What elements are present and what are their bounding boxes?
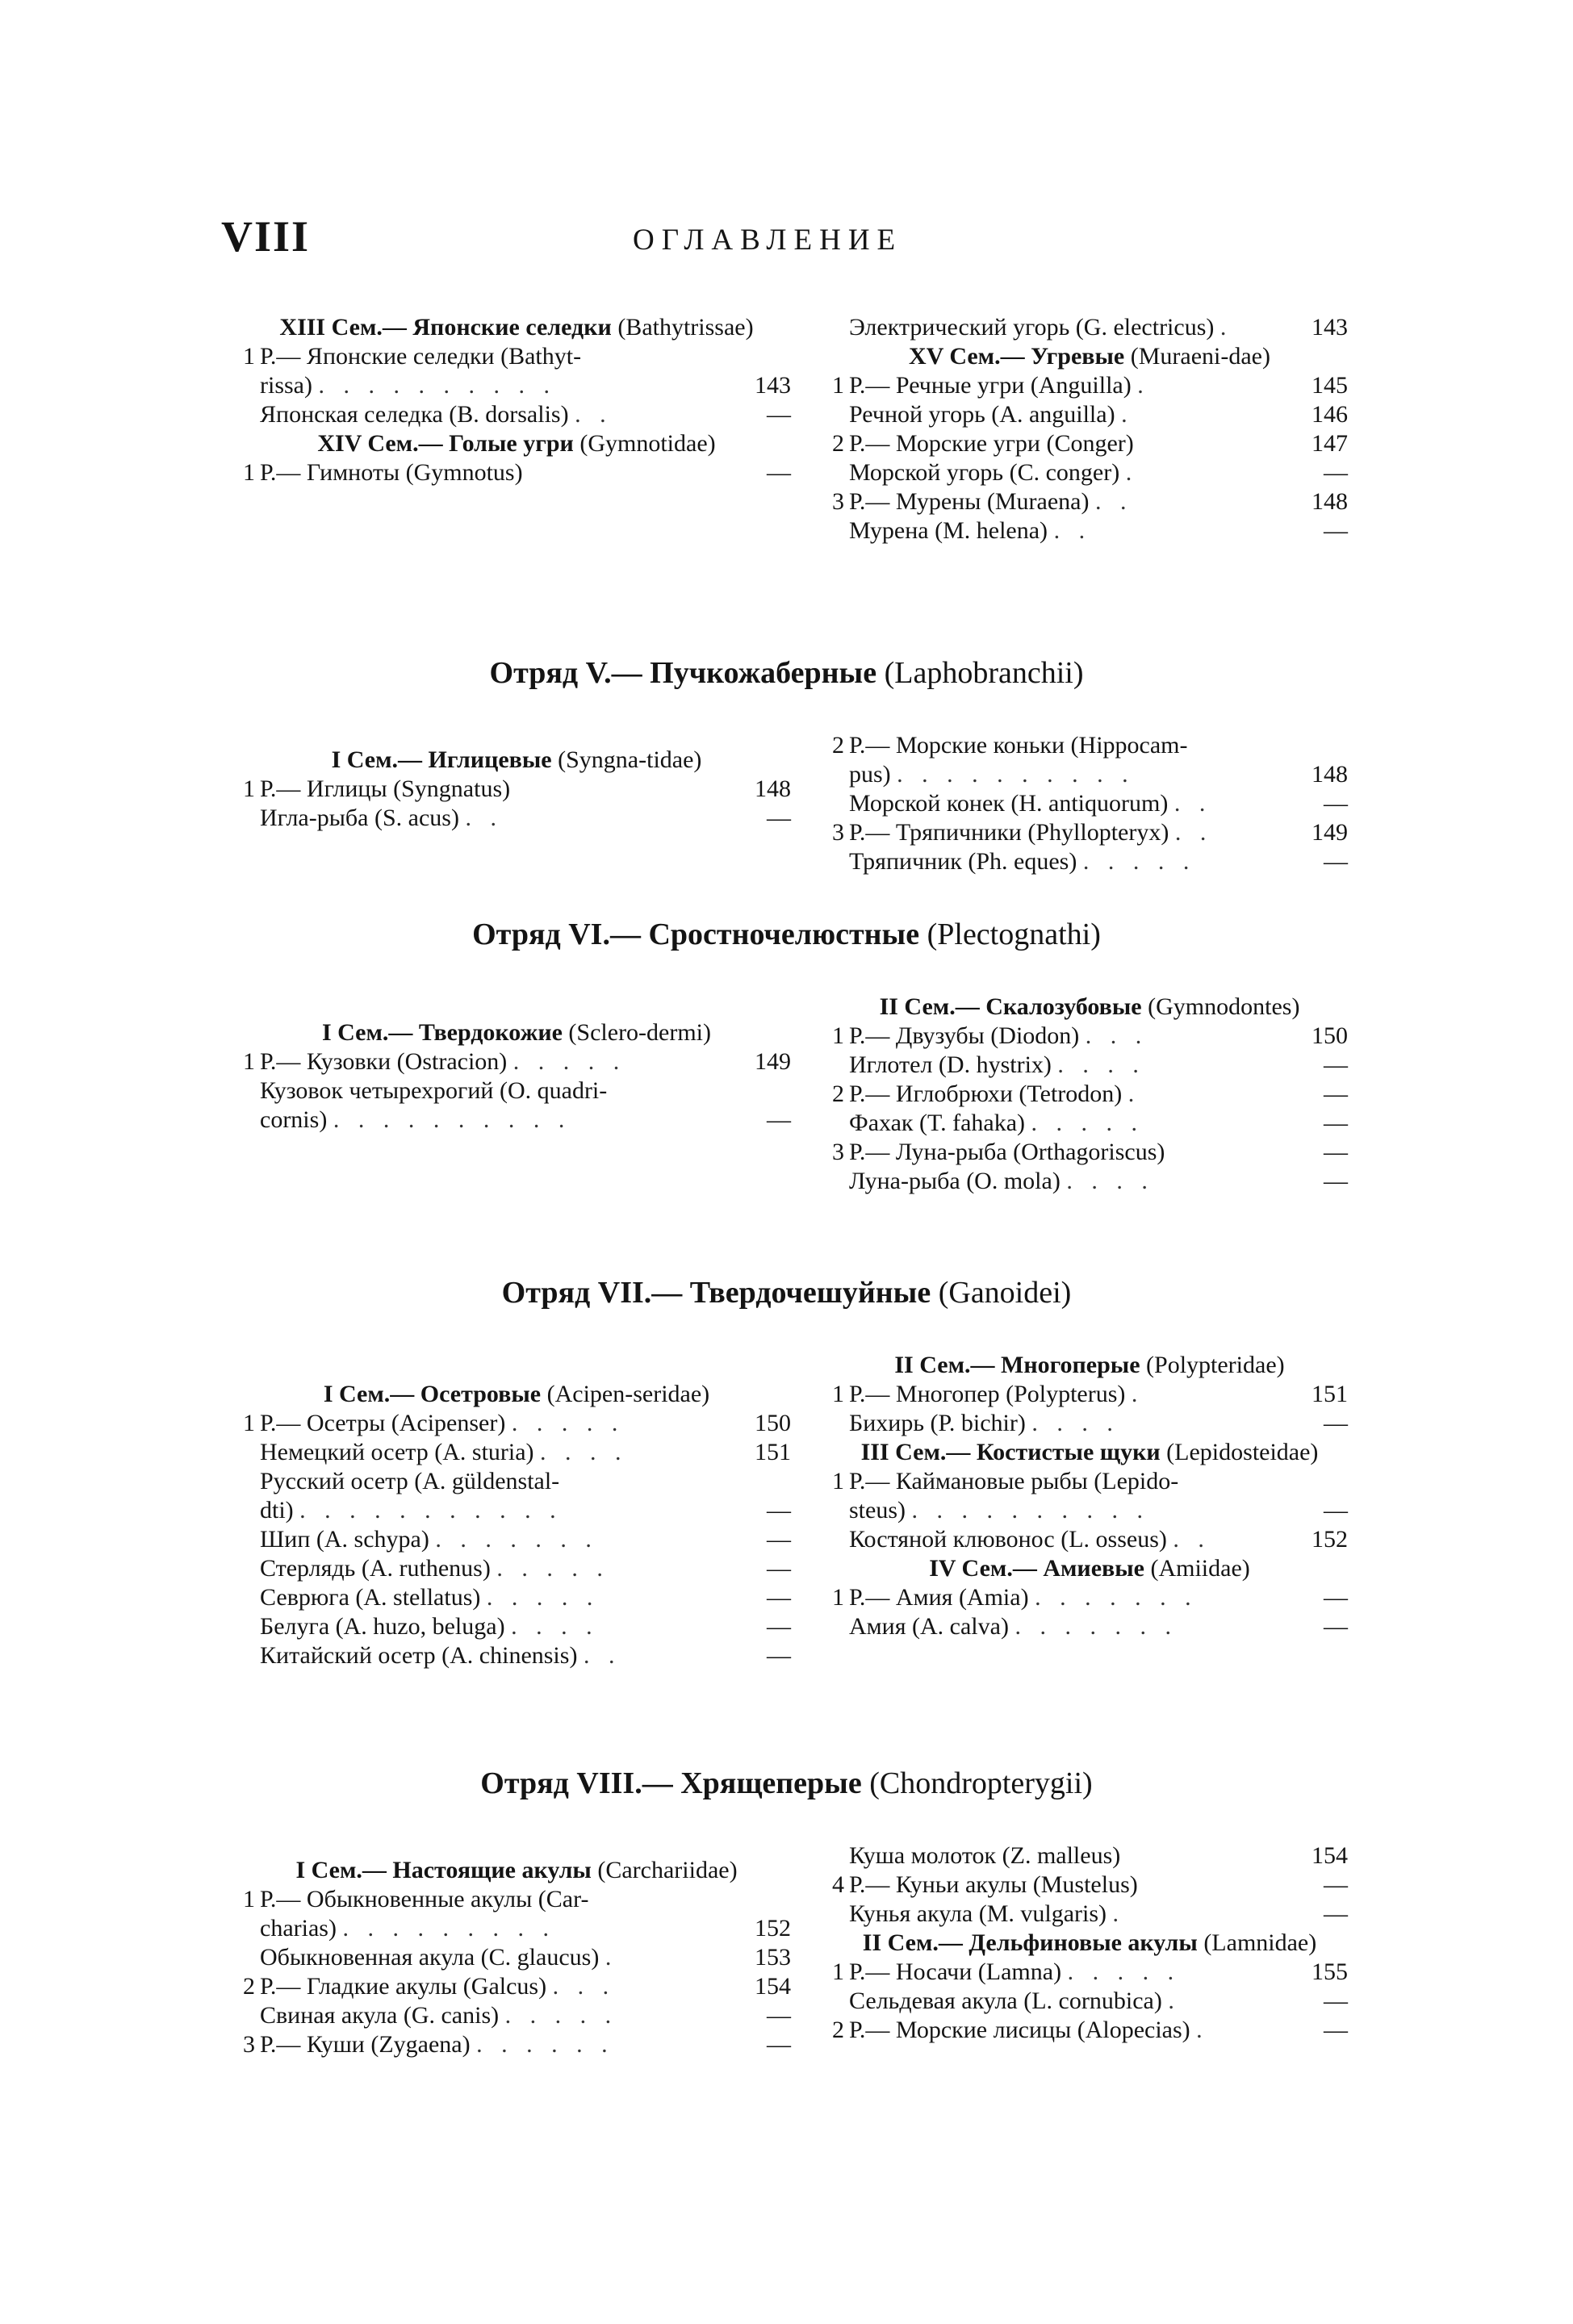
entry-text: charias) [260,1915,337,1942]
toc-entry [831,1409,1348,1438]
entry-text: Японская селедка (B. dorsalis) [260,401,569,428]
page-ref: — [767,1526,791,1553]
entry-number: 3 [832,819,844,846]
dot-leader: . . [465,805,503,831]
family-latin: (Muraeni-dae) [1130,343,1270,370]
dot-leader: . . . . . [504,2002,618,2029]
entry-text: Немецкий осетр (A. sturia) [260,1439,534,1465]
family-title: II Сем.— Многоперые [894,1352,1140,1378]
toc-entry [831,731,1348,760]
toc-entry [831,1138,1348,1167]
family-latin: (Lepidosteidae) [1166,1439,1319,1465]
entry-number: 1 [243,343,255,370]
toc-entry [242,400,791,429]
page-ref: 145 [1312,372,1348,399]
toc-entry [242,1525,791,1554]
toc-entry [831,1080,1348,1109]
toc-entry [831,1380,1348,1409]
entry-text: Китайский осетр (A. chinensis) [260,1642,578,1669]
toc-column [831,313,1348,545]
toc-entry [831,1051,1348,1080]
dot-leader: . [1196,2017,1209,2043]
family-latin: (Gymnotidae) [579,430,716,457]
entry-text: Свиная акула (G. canis) [260,2002,500,2029]
family-latin: (Acipen-seridae) [546,1381,710,1407]
entry-text: Шип (A. schypa) [260,1526,429,1553]
entry-text: rissa) [260,372,312,399]
entry-text: Фахак (T. fahaka) [849,1110,1026,1136]
page-ref: 153 [755,1944,791,1971]
page-ref: 155 [1312,1958,1348,1985]
toc-entry [831,1525,1348,1554]
entry-text: Куша молоток (Z. malleus) [849,1842,1121,1869]
order-heading [0,917,1573,952]
entry-text: Морской конек (H. antiquorum) [849,790,1169,817]
order-latin: (Laphobranchii) [884,656,1084,690]
page-ref: — [1324,459,1348,486]
page-ref: — [1324,1613,1348,1640]
page-ref: 143 [1312,314,1348,341]
toc-entry [831,1496,1348,1525]
page-ref: 150 [1312,1022,1348,1049]
entry-text: Сельдевая акула (L. cornubica) [849,1988,1162,2014]
order-title: Отряд VI.— Сростночелюстные [472,917,920,951]
page-ref: 150 [755,1410,791,1436]
family-heading [831,342,1348,371]
entry-text: Р.— Гладкие акулы (Galcus) [260,1973,547,2000]
toc-column [831,1841,1348,2045]
page-ref: — [1324,1900,1348,1927]
page-ref: — [1324,1051,1348,1078]
toc-entry [242,1641,791,1670]
dot-leader: . . . . . . . . . . [333,1106,571,1133]
entry-text: Иглотел (D. hystrix) [849,1051,1052,1078]
entry-number: 1 [832,1468,844,1494]
toc-entry [831,1900,1348,1929]
entry-text: Р.— Морские угри (Conger) [849,430,1134,457]
entry-text: Р.— Обыкновенные акулы (Car- [260,1886,589,1912]
page-ref: — [767,401,791,428]
page-ref: — [767,1497,791,1524]
entry-text: Морской угорь (C. conger) [849,459,1120,486]
toc-entry [242,1076,791,1106]
dot-leader: . . . . [1057,1051,1145,1078]
family-title: II Сем.— Дельфиновые акулы [862,1929,1198,1956]
family-heading [831,993,1348,1022]
page-ref: — [1324,1410,1348,1436]
entry-number: 3 [243,2031,255,2058]
entry-text: Р.— Морские коньки (Hippocam- [849,732,1188,759]
toc-column [242,1018,791,1135]
dot-leader: . . . . . [486,1584,600,1611]
family-latin: (Gymnodontes) [1148,993,1300,1020]
page-ref: 151 [755,1439,791,1465]
toc-entry [242,775,791,804]
entry-text: Обыкновенная акула (C. glaucus) [260,1944,600,1971]
toc-entry [242,1496,791,1525]
entry-number: 1 [832,1381,844,1407]
entry-text: Луна-рыба (O. mola) [849,1168,1061,1194]
order-heading [0,655,1573,691]
entry-number: 1 [832,1584,844,1611]
entry-number: 1 [832,372,844,399]
dot-leader: . . . . . . . . . . [897,761,1135,788]
toc-entry [242,1943,791,1972]
page-ref: 149 [755,1048,791,1075]
toc-entry [831,1109,1348,1138]
dot-leader: . . [583,1642,621,1669]
family-latin: (Bathytrissae) [617,314,754,341]
toc-entry [242,1438,791,1467]
dot-leader: . . . . . [1031,1110,1144,1136]
dot-leader: . . . . [540,1439,628,1465]
toc-entry [242,1106,791,1135]
entry-number: 1 [243,1048,255,1075]
toc-entry [831,313,1348,342]
toc-entry [831,1958,1348,1987]
entry-text: Речной угорь (A. anguilla) [849,401,1115,428]
entry-text: Р.— Куньи акулы (Mustelus) [849,1871,1138,1898]
entry-number: 1 [832,1958,844,1985]
page-ref: 148 [755,775,791,802]
toc-column [242,313,791,487]
entry-number: 2 [832,2017,844,2043]
dot-leader: . . . . . [511,1410,625,1436]
entry-text: Р.— Луна-рыба (Orthagoriscus) [849,1139,1165,1165]
toc-column [831,1351,1348,1641]
order-latin: (Ganoidei) [938,1276,1072,1310]
dot-leader: . . . . . . . [1015,1613,1178,1640]
page-ref: 147 [1312,430,1348,457]
entry-text: Р.— Амия (Amia) [849,1584,1029,1611]
toc-entry [242,1409,791,1438]
family-heading [242,313,791,342]
dot-leader: . [1125,459,1139,486]
page-ref: — [767,1555,791,1582]
dot-leader: . [1112,1900,1126,1927]
toc-entry [831,818,1348,847]
family-title: I Сем.— Осетровые [323,1381,542,1407]
toc-entry [831,1583,1348,1612]
dot-leader: . . [1173,1526,1211,1553]
family-latin: (Polypteridae) [1146,1352,1285,1378]
dot-leader: . . [1173,790,1212,817]
toc-entry [831,487,1348,516]
dot-leader: . . . . . . . . . [342,1915,555,1942]
page-ref: 154 [1312,1842,1348,1869]
family-title: I Сем.— Твердокожие [321,1019,563,1046]
page-ref: 154 [755,1973,791,2000]
entry-number: 3 [832,488,844,515]
toc-entry [831,2016,1348,2045]
family-latin: (Amiidae) [1150,1555,1250,1582]
dot-leader: . . . . . [1082,848,1196,875]
toc-entry [831,1467,1348,1496]
entry-text: Р.— Осетры (Acipenser) [260,1410,506,1436]
toc-entry [242,458,791,487]
page-ref: 148 [1312,761,1348,788]
entry-text: steus) [849,1497,906,1524]
entry-text: Р.— Иглобрюхи (Tetrodon) [849,1080,1123,1107]
page-ref: — [1324,790,1348,817]
entry-text: Р.— Морские лисицы (Alopecias) [849,2017,1190,2043]
order-latin: (Chondropterygii) [869,1766,1093,1800]
page-number: VIII [221,212,311,261]
entry-text: pus) [849,761,891,788]
family-heading [242,1856,791,1885]
page-ref: — [1324,1497,1348,1524]
toc-entry [242,1612,791,1641]
entry-text: Р.— Каймановые рыбы (Lepido- [849,1468,1179,1494]
entry-text: Р.— Куши (Zygaena) [260,2031,471,2058]
page-ref: — [1324,1871,1348,1898]
dot-leader: . . . . . . . . . . . [299,1497,563,1524]
entry-number: 4 [832,1871,844,1898]
toc-entry [831,1167,1348,1196]
page-ref: 146 [1312,401,1348,428]
page-ref: 148 [1312,488,1348,515]
family-heading [242,429,791,458]
entry-text: Тряпичник (Ph. eques) [849,848,1077,875]
entry-text: Стерлядь (A. ruthenus) [260,1555,491,1582]
entry-text: Кунья акула (M. vulgaris) [849,1900,1107,1927]
dot-leader: . [1131,1381,1144,1407]
entry-text: Р.— Тряпичники (Phyllopteryx) [849,819,1169,846]
page-ref: 152 [1312,1526,1348,1553]
page-ref: — [767,2002,791,2029]
page-ref: 151 [1312,1381,1348,1407]
toc-entry [831,1841,1348,1870]
toc-entry [831,458,1348,487]
family-latin: (Carchariidae) [597,1857,738,1883]
toc-entry [242,371,791,400]
dot-leader: . . . . . . [476,2031,614,2058]
toc-entry [831,789,1348,818]
family-heading [242,1018,791,1047]
order-title: Отряд V.— Пучкожаберные [489,656,877,690]
entry-number: 1 [243,775,255,802]
family-heading [831,1554,1348,1583]
entry-text: Русский осетр (A. güldenstal- [260,1468,560,1494]
entry-text: Р.— Двузубы (Diodon) [849,1022,1080,1049]
page-ref: — [767,2031,791,2058]
family-title: XIV Сем.— Голые угри [317,430,574,457]
family-latin: (Sclero-dermi) [568,1019,712,1046]
entry-number: 1 [832,1022,844,1049]
entry-text: Амия (A. calva) [849,1613,1009,1640]
entry-text: Р.— Речные угри (Anguilla) [849,372,1132,399]
family-title: XIII Сем.— Японские селедки [279,314,612,341]
dot-leader: . [605,1944,618,1971]
entry-text: Р.— Кузовки (Ostracion) [260,1048,508,1075]
toc-column [242,1856,791,2059]
toc-entry [242,1914,791,1943]
family-title: II Сем.— Скалозубовые [879,993,1142,1020]
dot-leader: . . [575,401,613,428]
dot-leader: . . . [1085,1022,1148,1049]
toc-entry [831,1870,1348,1900]
family-title: III Сем.— Костистые щуки [860,1439,1161,1465]
page-ref: — [1324,1168,1348,1194]
entry-text: Севрюга (A. stellatus) [260,1584,481,1611]
order-title: Отряд VIII.— Хрящеперые [480,1766,862,1800]
toc-column [242,746,791,833]
toc-entry [242,2030,791,2059]
dot-leader: . . . . . . . . . . [911,1497,1149,1524]
dot-leader: . . [1094,488,1133,515]
running-head: ОГЛАВЛЕНИЕ [633,224,903,257]
dot-leader: . . . . [1066,1168,1154,1194]
page-ref: — [1324,1080,1348,1107]
page-ref: — [767,805,791,831]
page-ref: — [767,1642,791,1669]
entry-text: Р.— Носачи (Lamna) [849,1958,1062,1985]
page-ref: — [1324,517,1348,544]
dot-leader: . . [1053,517,1092,544]
dot-leader: . . [1174,819,1213,846]
family-title: XV Сем.— Угревые [909,343,1125,370]
family-heading [831,1438,1348,1467]
family-heading [242,746,791,775]
order-heading [0,1275,1573,1310]
dot-leader: . [1219,314,1233,341]
page-ref: — [1324,1988,1348,2014]
entry-text: Р.— Гимноты (Gymnotus) [260,459,523,486]
toc-entry [831,847,1348,876]
dot-leader: . [1121,401,1134,428]
family-latin: (Lamnidae) [1203,1929,1317,1956]
toc-entry [242,1554,791,1583]
order-title: Отряд VII.— Твердочешуйные [501,1276,931,1310]
page-ref: — [767,459,791,486]
entry-number: 2 [832,732,844,759]
dot-leader: . . . . [1031,1410,1119,1436]
entry-number: 1 [243,1886,255,1912]
toc-entry [242,804,791,833]
toc-entry [831,760,1348,789]
family-title: IV Сем.— Амиевые [929,1555,1144,1582]
toc-entry [242,1467,791,1496]
toc-column [831,993,1348,1196]
entry-text: Игла-рыба (S. acus) [260,805,459,831]
family-latin: (Syngna-tidae) [558,746,702,773]
entry-text: Р.— Многопер (Polypterus) [849,1381,1126,1407]
entry-text: Бихирь (P. bichir) [849,1410,1026,1436]
entry-text: dti) [260,1497,294,1524]
dot-leader: . . . . [511,1613,599,1640]
toc-entry [831,1612,1348,1641]
family-title: I Сем.— Иглицевые [331,746,552,773]
entry-text: Р.— Мурены (Muraena) [849,488,1090,515]
toc-entry [242,1972,791,2001]
entry-text: Р.— Японские селедки (Bathyt- [260,343,582,370]
dot-leader: . . . . . [496,1555,609,1582]
entry-text: Электрический угорь (G. electricus) [849,314,1215,341]
toc-entry [831,1987,1348,2016]
dot-leader: . . . . . . . [1035,1584,1198,1611]
entry-number: 2 [832,1080,844,1107]
dot-leader: . . . [552,1973,616,2000]
page-ref: — [1324,2017,1348,2043]
toc-entry [242,2001,791,2030]
entry-number: 1 [243,459,255,486]
page-ref: — [767,1106,791,1133]
order-latin: (Plectognathi) [927,917,1101,951]
page-ref: — [767,1613,791,1640]
toc-entry [242,1583,791,1612]
page-ref: 149 [1312,819,1348,846]
entry-number: 2 [832,430,844,457]
entry-number: 1 [243,1410,255,1436]
toc-entry [831,400,1348,429]
toc-entry [831,429,1348,458]
page-ref: 143 [755,372,791,399]
page-ref: — [1324,848,1348,875]
toc-column [831,731,1348,876]
dot-leader: . [1137,372,1150,399]
entry-text: Костяной клювонос (L. osseus) [849,1526,1167,1553]
page-ref: — [1324,1584,1348,1611]
toc-entry [242,1885,791,1914]
page-ref: — [1324,1110,1348,1136]
entry-text: Кузовок четырехрогий (O. quadri- [260,1077,608,1104]
dot-leader: . . . . . [1067,1958,1181,1985]
page-ref: — [1324,1139,1348,1165]
entry-text: cornis) [260,1106,328,1133]
entry-number: 3 [832,1139,844,1165]
dot-leader: . [1127,1080,1141,1107]
entry-text: Белуга (A. huzo, beluga) [260,1613,505,1640]
family-heading [831,1929,1348,1958]
page-ref: 152 [755,1915,791,1942]
order-heading [0,1766,1573,1801]
entry-number: 2 [243,1973,255,2000]
toc-entry [831,371,1348,400]
toc-entry [242,1047,791,1076]
family-heading [242,1380,791,1409]
page-ref: — [767,1584,791,1611]
entry-text: Мурена (M. helena) [849,517,1048,544]
dot-leader: . . . . . [512,1048,626,1075]
dot-leader: . . . . . . . [435,1526,598,1553]
toc-entry [242,342,791,371]
dot-leader: . . . . . . . . . . [318,372,556,399]
dot-leader: . [1168,1988,1181,2014]
toc-entry [831,1022,1348,1051]
family-heading [831,1351,1348,1380]
entry-text: Р.— Иглицы (Syngnatus) [260,775,511,802]
family-title: I Сем.— Настоящие акулы [295,1857,592,1883]
toc-entry [831,516,1348,545]
toc-column [242,1380,791,1670]
